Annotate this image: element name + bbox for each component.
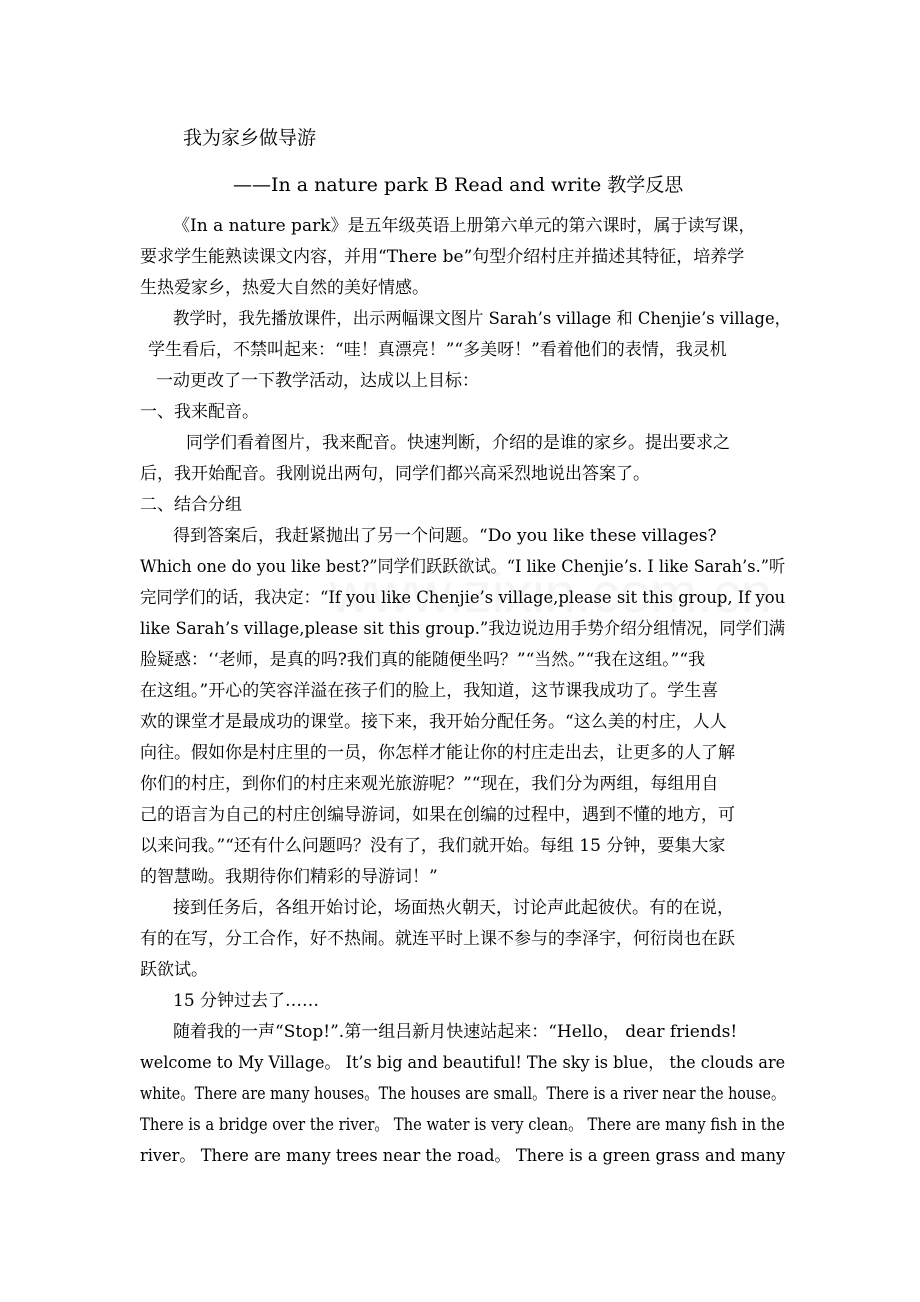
paragraph-line: 得到答案后，我赶紧抛出了另一个问题。“Do you like these villages? (173, 526, 717, 546)
paragraph-line: 后，我开始配音。我刚说出两句，同学们都兴高采烈地说出答案了。 (140, 464, 650, 484)
document-title: 我为家乡做导游 (183, 127, 317, 149)
paragraph-line: welcome to My Village。 It’s big and beautiful! The sky is blue， the clouds are (140, 1053, 786, 1073)
paragraph-line: like Sarah’s village,please sit this group.”我边说边用手势介绍分组情况，同学们满 (140, 619, 786, 639)
section-heading: 一、我来配音。 (140, 402, 259, 422)
paragraph-line: 完同学们的话，我决定：“If you like Chenjie’s village,please sit this group, If you (140, 588, 786, 608)
paragraph-line: 一动更改了一下教学活动，达成以上目标： (156, 371, 479, 391)
paragraph-line: 跃欲试。 (140, 960, 208, 980)
paragraph-line: 15 分钟过去了…… (173, 991, 320, 1011)
paragraph-line: There is a bridge over the river。 The water is very clean。 There are many fish in the (140, 1115, 785, 1135)
paragraph-line: 脸疑惑：‘‘老师，是真的吗?我们真的能随便坐吗？”“当然。”“我在这组。”“我 (140, 650, 706, 670)
paragraph-line: Which one do you like best?”同学们跃跃欲试。“I like Chenjie’s. I like Sarah’s.”听 (140, 557, 786, 577)
paragraph-line: 随着我的一声“Stop!”.第一组吕新月快速站起来：“Hello， dear friends! (173, 1022, 738, 1042)
paragraph-line: 接到任务后，各组开始讨论，场面热火朝天，讨论声此起彼伏。有的在说， (173, 898, 734, 918)
paragraph-line: river。 There are many trees near the road。 There is a green grass and many (140, 1146, 786, 1166)
paragraph-line: 学生看后，不禁叫起来：“哇！真漂亮！”“多美呀！”看着他们的表情，我灵机 (148, 340, 727, 360)
paragraph-line: 的智慧呦。我期待你们精彩的导游词！” (140, 867, 438, 887)
paragraph-line: 教学时，我先播放课件，出示两幅课文图片 Sarah’s village 和 Chenjie’s village， (173, 309, 791, 329)
paragraph-line: 以来问我。”“还有什么问题吗？没有了，我们就开始。每组 15 分钟，要集大家 (140, 836, 726, 856)
paragraph-line: 《In a nature park》是五年级英语上册第六单元的第六课时，属于读写课， (173, 216, 756, 236)
paragraph-line: 有的在写，分工合作，好不热闹。就连平时上课不参与的李泽宇，何衍岗也在跃 (140, 929, 735, 949)
document-subtitle: ——In a nature park B Read and write 教学反思 (233, 174, 684, 196)
paragraph-line: 欢的课堂才是最成功的课堂。接下来，我开始分配任务。“这么美的村庄，人人 (140, 712, 727, 732)
paragraph-line: 你们的村庄，到你们的村庄来观光旅游呢？”“现在，我们分为两组，每组用自 (140, 774, 719, 794)
paragraph-line: 生热爱家乡，热爱大自然的美好情感。 (140, 278, 429, 298)
paragraph-line: 己的语言为自己的村庄创编导游词，如果在创编的过程中，遇到不懂的地方，可 (140, 805, 735, 825)
section-heading: 二、结合分组 (140, 495, 242, 515)
paragraph-line: white。There are many houses。The houses are small。There is a river near the house。 (140, 1084, 786, 1104)
paragraph-line: 在这组。”开心的笑容洋溢在孩子们的脸上，我知道，这节课我成功了。学生喜 (140, 681, 719, 701)
paragraph-line: 同学们看着图片，我来配音。快速判断，介绍的是谁的家乡。提出要求之 (186, 433, 730, 453)
paragraph-line: 向往。假如你是村庄里的一员，你怎样才能让你的村庄走出去，让更多的人了解 (140, 743, 735, 763)
paragraph-line: 要求学生能熟读课文内容，并用“There be”句型介绍村庄并描述其特征，培养学 (140, 247, 745, 267)
